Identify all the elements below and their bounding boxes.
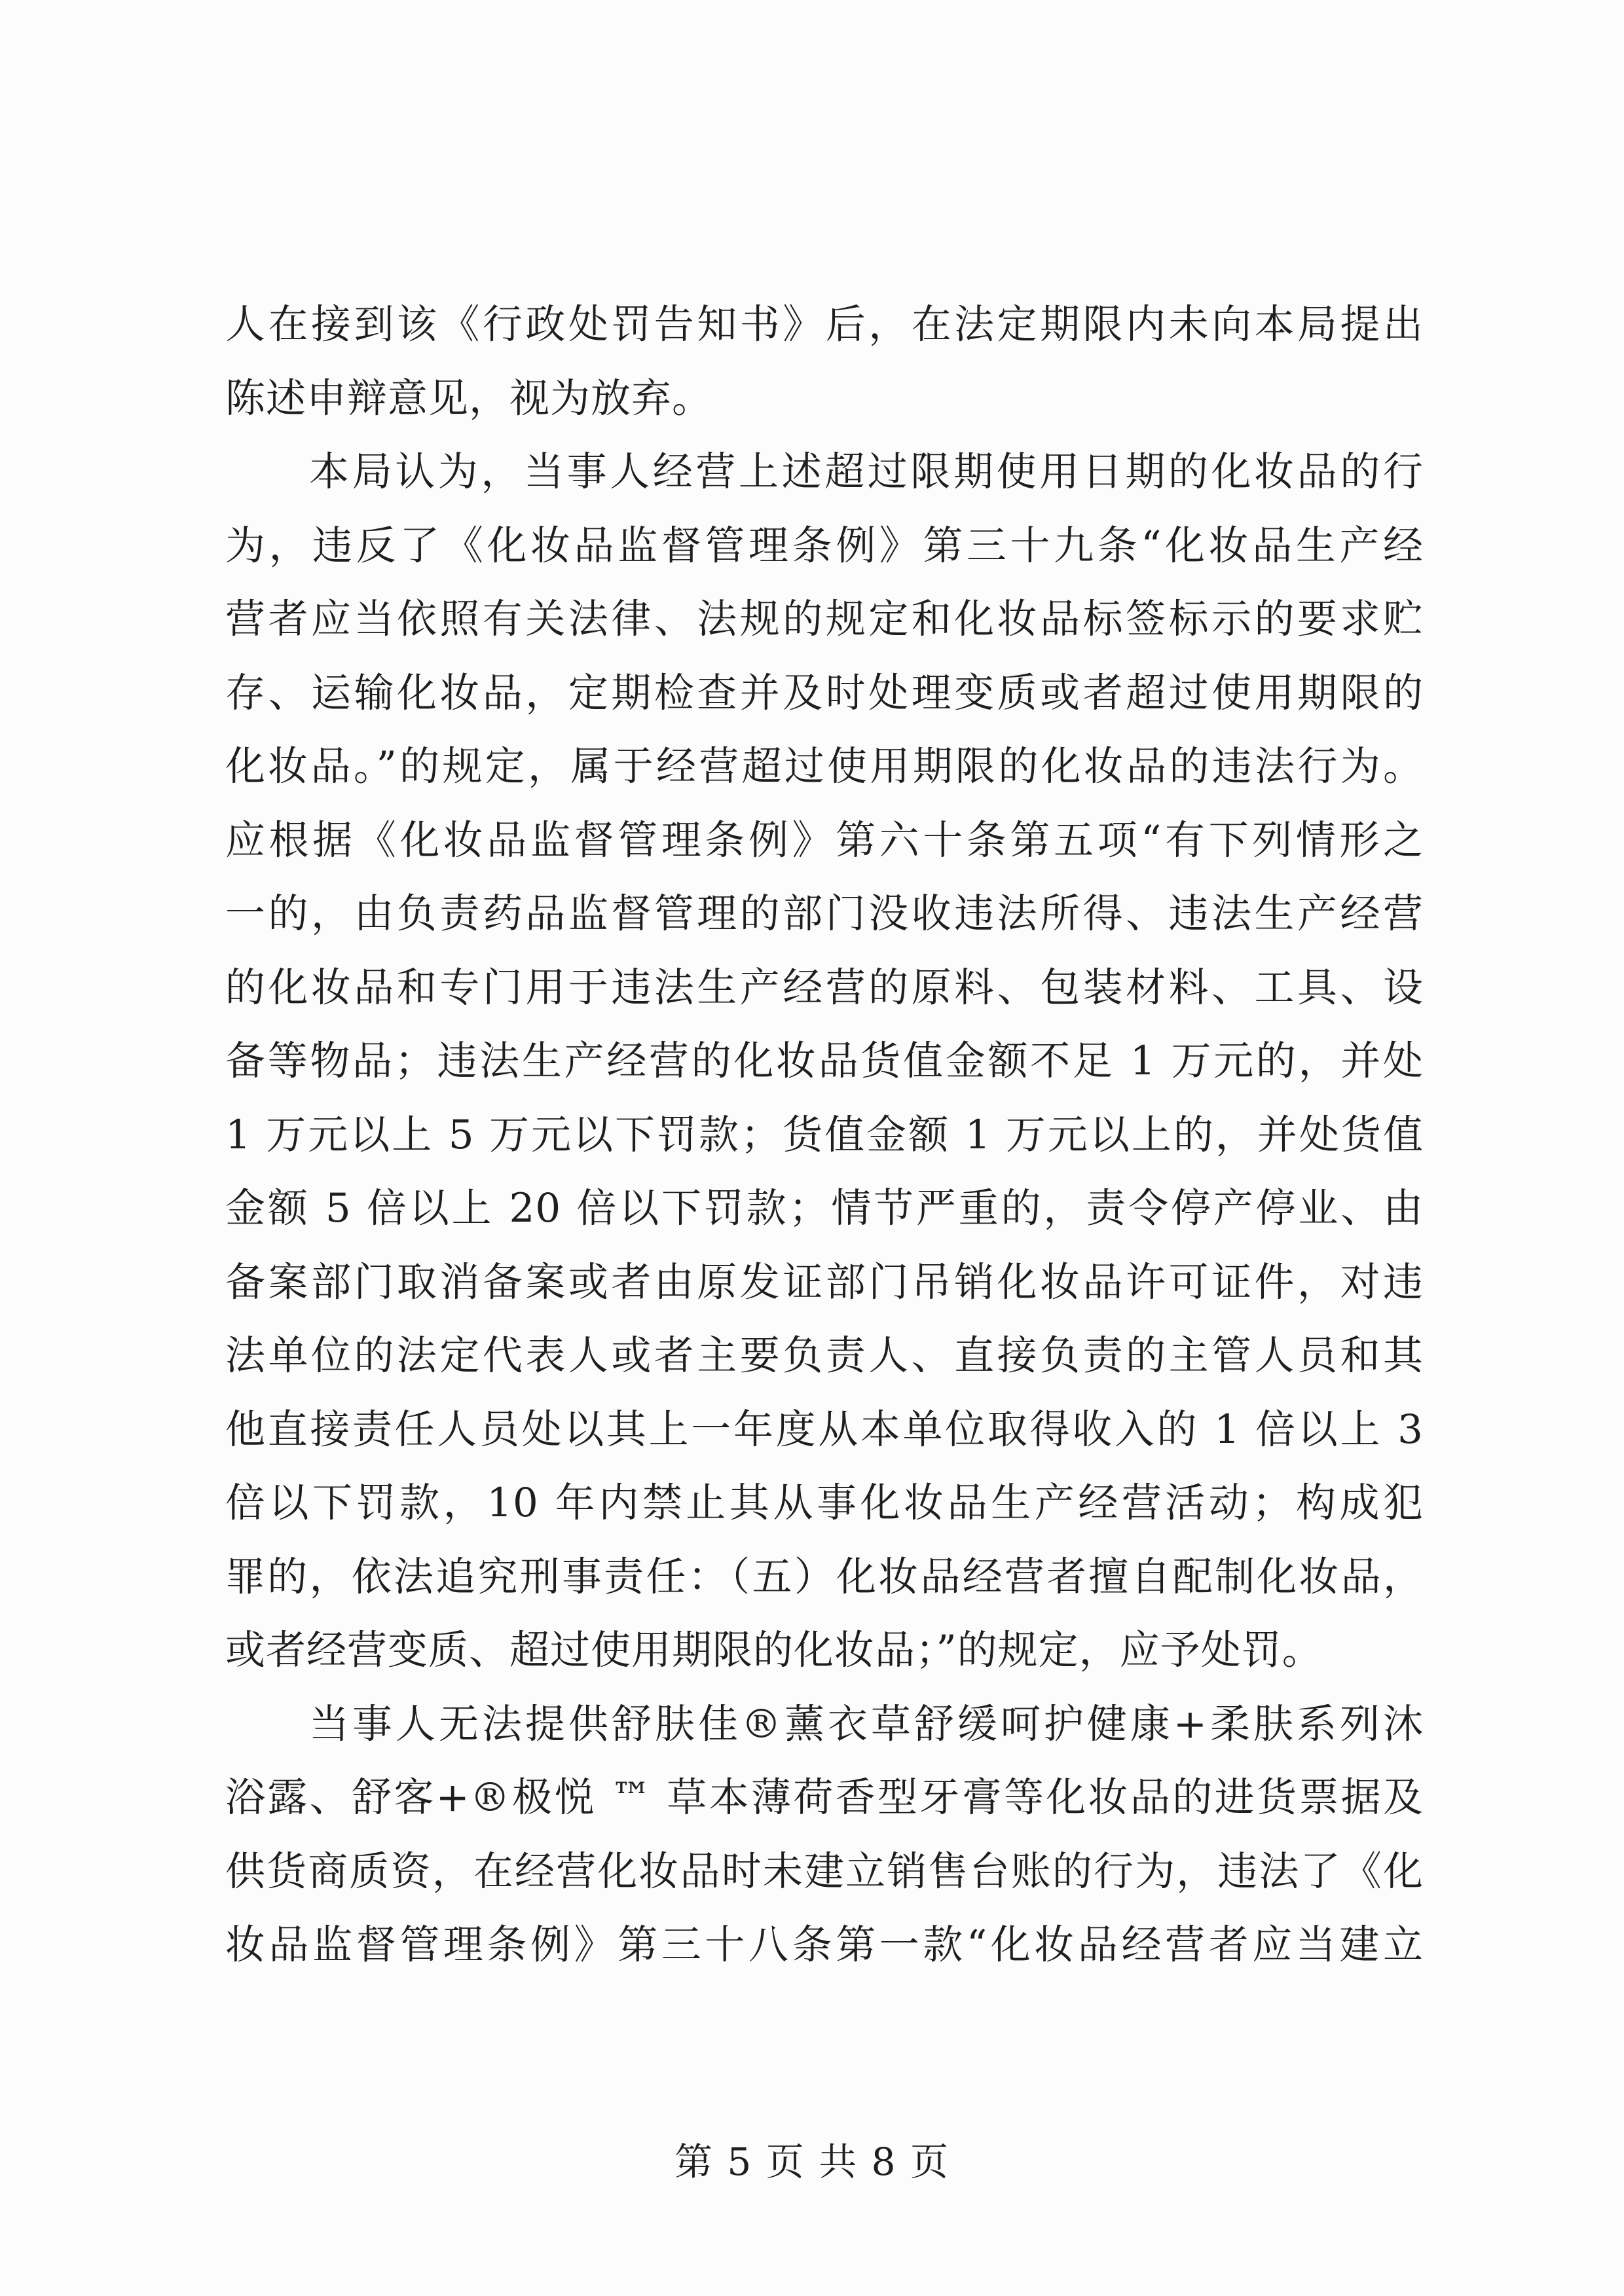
paragraph-first-line: 当事人无法提供舒肤佳®薰衣草舒缓呵护健康+柔肤系列沐 [309,1700,1424,1747]
text-line: 1 万元以上 5 万元以下罚款；货值金额 1 万元以上的，并处货值 [225,1111,1424,1158]
text-line: 一的，由负责药品监督管理的部门没收违法所得、违法生产经营 [225,890,1424,937]
document-body [225,288,1424,1982]
text-line: 法单位的法定代表人或者主要负责人、直接负责的主管人员和其 [225,1332,1424,1379]
text-line: 备等物品；违法生产经营的化妆品货值金额不足 1 万元的，并处 [225,1038,1424,1084]
text-line: 存、运输化妆品，定期检查并及时处理变质或者超过使用期限的 [225,669,1424,716]
text-line: 浴露、舒客+®极悦 ™ 草本薄荷香型牙膏等化妆品的进货票据及 [225,1774,1424,1821]
text-line: 人在接到该《行政处罚告知书》后，在法定期限内未向本局提出 [225,301,1424,348]
text-line: 倍以下罚款，10 年内禁止其从事化妆品生产经营活动；构成犯 [225,1480,1424,1526]
text-line: 备案部门取消备案或者由原发证部门吊销化妆品许可证件，对违 [225,1258,1424,1305]
text-line: 或者经营变质、超过使用期限的化妆品；”的规定，应予处罚。 [225,1627,1323,1673]
text-line: 为，违反了《化妆品监督管理条例》第三十九条“化妆品生产经 [225,522,1424,569]
text-line: 妆品监督管理条例》第三十八条第一款“化妆品经营者应当建立 [225,1922,1424,1968]
text-line: 的化妆品和专门用于违法生产经营的原料、包装材料、工具、设 [225,964,1424,1011]
text-line: 营者应当依照有关法律、法规的规定和化妆品标签标示的要求贮 [225,596,1424,642]
text-line: 他直接责任人员处以其上一年度从本单位取得收入的 1 倍以上 3 [225,1406,1424,1453]
text-line: 罪的，依法追究刑事责任：（五）化妆品经营者擅自配制化妆品， [225,1553,1424,1600]
paragraph-first-line: 本局认为，当事人经营上述超过限期使用日期的化妆品的行 [309,448,1424,495]
text-line: 金额 5 倍以上 20 倍以下罚款；情节严重的，责令停产停业、由 [225,1185,1424,1231]
text-line: 供货商质资，在经营化妆品时未建立销售台账的行为，违法了《化 [225,1848,1424,1895]
text-line: 应根据《化妆品监督管理条例》第六十条第五项“有下列情形之 [225,816,1424,864]
text-line: 陈述申辩意见，视为放弃。 [225,374,713,422]
page-number-footer: 第 5 页 共 8 页 [674,2140,950,2184]
text-line: 化妆品。”的规定，属于经营超过使用期限的化妆品的违法行为。 [225,743,1424,790]
